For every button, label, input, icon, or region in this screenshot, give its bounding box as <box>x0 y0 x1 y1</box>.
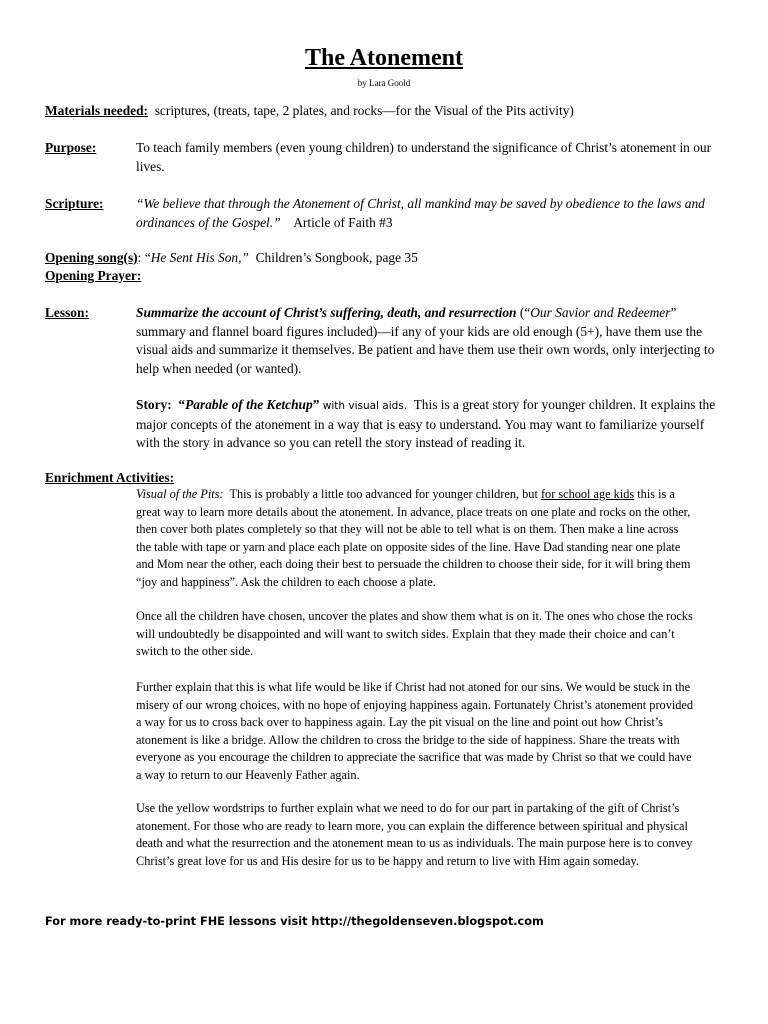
materials-text: scriptures, (treats, tape, 2 plates, and rocks—for the Visual of the Pits activity) <box>154 103 574 118</box>
school-age-kids-link[interactable]: for school age kids <box>540 487 635 501</box>
materials-line <box>45 102 745 121</box>
story-title: Parable of the Ketchup <box>185 397 313 412</box>
page-title: The Atonement <box>305 45 463 71</box>
story-paragraph: Story: “Parable of the Ketchup” with visual aids. This is a great story for younger children. It explains the major concepts of the atonement in a way that is easy to understand. You may want to familiarize yourself with the story in advance so you can retell the story instead of reading it. <box>136 397 716 450</box>
enrichment-paragraph-4: Use the yellow wordstrips to further explain what we need to do for our part in partaking of the gift of Christ’s atonement. For those who are ready to learn more, you can explain the difference between spiritual and physical death and what the resurrection and the atonement mean to us as individuals. The main purpose here is to convey Christ’s great love for us and His desire for us to be happy and return to live with Him again someday. <box>136 801 693 868</box>
enrichment-paragraph-1: Visual of the Pits: This is probably a little too advanced for younger children, but for school age kids this is a great way to learn more details about the atonement. In advance, place treats on one plate and rocks on the other, then cover both plates completely so that they will not be able to tell what is on them. Then make a line across the table with tape or yarn and place each plate on opposite sides of the line. Have Dad standing near one plate and Mom near the other, each doing their best to persuade the children to choose their side, for it will bring them “joy and happiness”. Ask the children to each choose a plate. <box>136 487 691 589</box>
story-visual-aids: with visual aids. <box>322 400 408 412</box>
opening-song-label: Opening song(s) <box>45 250 138 265</box>
scripture-label: Scripture: <box>45 196 104 211</box>
opening-song-source: Children’s Songbook, page 35 <box>255 250 418 265</box>
opening-song-title: He Sent His Son,” <box>150 250 249 265</box>
footer-link[interactable]: For more ready-to-print FHE lessons visit http://thegoldenseven.blogspot.com <box>45 915 544 928</box>
enrichment-paragraph-2: Once all the children have chosen, uncover the plates and show them what is on it. The ones who chose the rocks will undoubtedly be disappointed and will want to switch sides. Explain that they made their choice and can’t switch to the other side. <box>136 609 693 658</box>
purpose-label: Purpose: <box>45 140 97 155</box>
purpose-text: To teach family members (even young children) to understand the significance of Christ’s atonement in our lives. <box>136 140 712 174</box>
byline: by Lara Goold <box>357 78 411 88</box>
scripture-quote: “We believe that through the Atonement of Christ, all mankind may be saved by obedience to the laws and ordinances of the Gospel.” <box>136 196 705 230</box>
materials-label: Materials needed: <box>45 103 149 118</box>
lesson-resource-title: Our Savior and Redeemer <box>530 305 671 320</box>
enrichment-paragraph-3: Further explain that this is what life would be like if Christ had not atoned for our sins. We would be stuck in the misery of our wrong choices, with no hope of enjoying happiness again. Fortunately Christ’s atonement provided a way for us to cross back over to happiness again. Lay the pit visual on the line and point out how Christ’s atonement is like a bridge. Allow the children to cross the bridge to the side of happiness. Share the treats with everyone as you encourage the children to appreciate the sacrifice that was made by Christ so that we could have a way to return to our Heavenly Father again. <box>136 680 694 782</box>
scripture-text <box>136 195 716 232</box>
opening-song-line: Opening song(s): “He Sent His Son,” Children’s Songbook, page 35 <box>45 250 418 265</box>
enrichment-label: Enrichment Activities: <box>45 470 175 485</box>
visual-of-pits-title: Visual of the Pits: <box>136 487 224 501</box>
story-label: Story: <box>136 397 172 412</box>
scripture-source: Article of Faith #3 <box>293 214 393 230</box>
lesson-paragraph: Summarize the account of Christ’s suffering, death, and resurrection (“Our Savior and Redeemer” summary and flannel board figures included)—if any of your kids are old enough (5+), have them use the visual aids and summarize it themselves. Be patient and have them use their own words, only interjecting to help when needed (or wanted). <box>136 305 715 376</box>
opening-prayer-label: Opening Prayer: <box>45 268 142 283</box>
lesson-label: Lesson: <box>45 305 89 320</box>
lesson-heading: Summarize the account of Christ’s suffering, death, and resurrection <box>136 305 517 320</box>
